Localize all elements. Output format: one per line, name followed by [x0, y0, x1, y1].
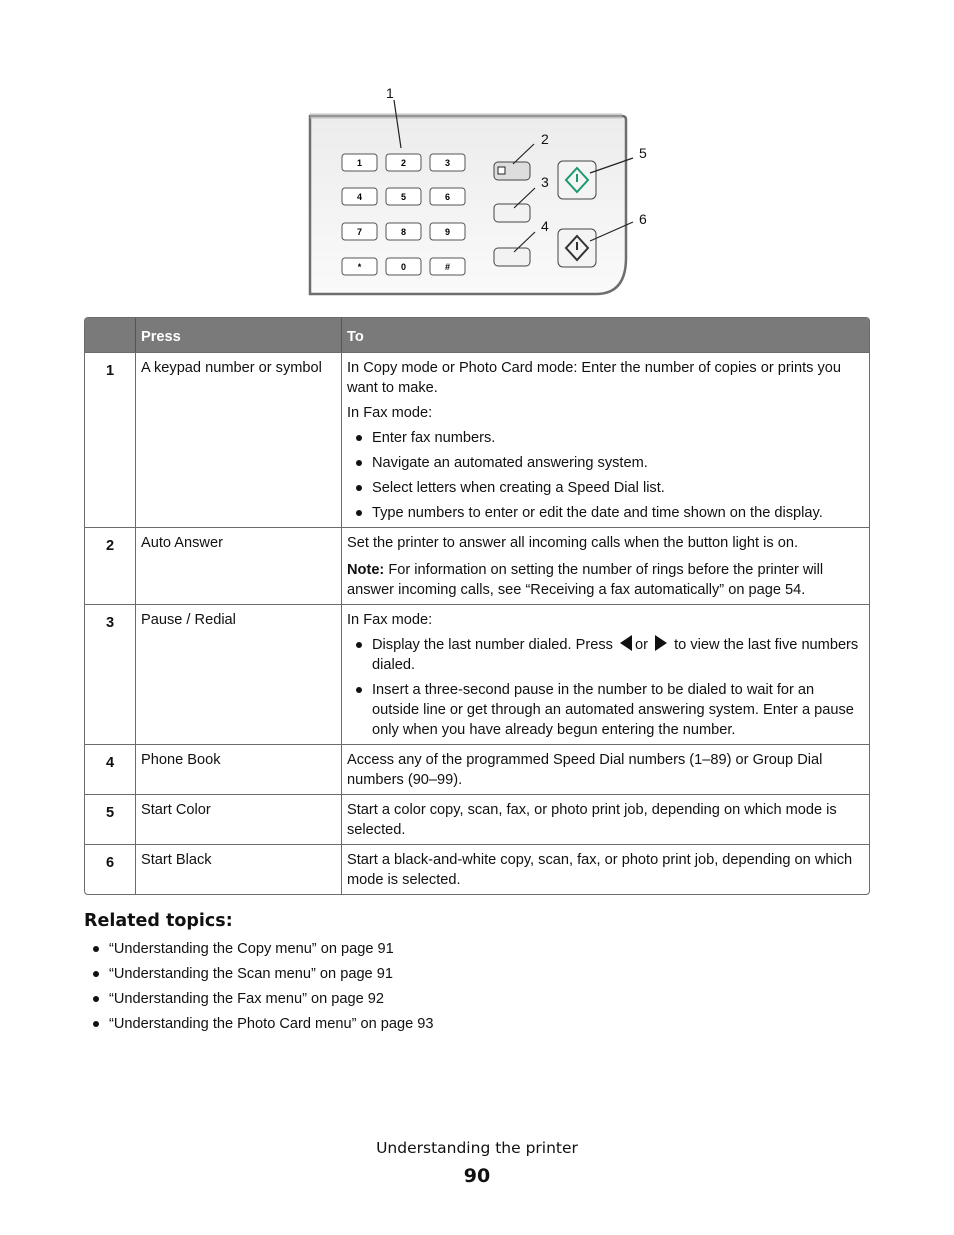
row-to — [341, 604, 869, 744]
bullet-text: or — [634, 637, 648, 653]
row-text: Set the printer to answer all incoming calls when the button light is on. — [347, 535, 799, 551]
key-label: 3 — [444, 158, 451, 168]
key-label: 1 — [356, 158, 363, 168]
callout-3: 3 — [541, 174, 549, 190]
left-arrow-icon — [620, 635, 632, 651]
key-label: 7 — [356, 227, 363, 237]
start-black-button — [558, 229, 596, 267]
key-label: 2 — [400, 158, 407, 168]
note-label: Note: — [347, 562, 385, 578]
key-label: 5 — [400, 192, 407, 202]
control-panel-figure — [300, 78, 660, 300]
right-arrow-icon — [655, 635, 667, 651]
row-number: 1 — [85, 352, 135, 527]
table-row — [85, 844, 869, 894]
row-text: In Copy mode or Photo Card mode: Enter the number of copies or prints you want to make. — [347, 360, 842, 396]
related-link[interactable]: “Understanding the Copy menu” on page 91 — [84, 939, 434, 964]
bullet-list — [347, 428, 864, 523]
key-1 — [342, 154, 377, 171]
bullet-text: to view the last five numbers dialed. — [372, 637, 859, 673]
related-link[interactable]: “Understanding the Photo Card menu” on page 93 — [84, 1014, 434, 1039]
footer-section-title: Understanding the printer — [376, 1139, 578, 1157]
key-label: 4 — [356, 192, 363, 202]
related-topics-title: Related topics: — [84, 911, 233, 931]
key-label: 0 — [400, 262, 407, 272]
key-8 — [386, 223, 421, 240]
note-text: For information on setting the number of rings before the printer will answer incoming calls, see “Receiving a fax automatically” on page 54. — [347, 562, 824, 598]
key-3 — [430, 154, 465, 171]
table-row — [85, 744, 869, 794]
related-link[interactable]: “Understanding the Fax menu” on page 92 — [84, 989, 434, 1014]
key-4 — [342, 188, 377, 205]
auto-answer-button — [494, 162, 530, 180]
row-press: A keypad number or symbol — [135, 352, 341, 527]
key-9 — [430, 223, 465, 240]
callout-5: 5 — [639, 145, 647, 161]
note-paragraph — [347, 560, 864, 600]
row-number: 4 — [85, 744, 135, 794]
key-5 — [386, 188, 421, 205]
row-press: Pause / Redial — [135, 604, 341, 744]
key-label: 8 — [400, 227, 407, 237]
row-number: 6 — [85, 844, 135, 894]
callout-6: 6 — [639, 211, 647, 227]
row-to — [341, 744, 869, 794]
list-item: Enter fax numbers. — [347, 428, 864, 448]
row-press: Auto Answer — [135, 527, 341, 604]
row-text: In Fax mode: — [347, 405, 433, 421]
list-item: Navigate an automated answering system. — [347, 453, 864, 473]
row-to — [341, 352, 869, 527]
list-item: Type numbers to enter or edit the date and time shown on the display. — [347, 503, 864, 523]
row-press: Start Black — [135, 844, 341, 894]
header-press: Press — [135, 318, 341, 352]
related-link[interactable]: “Understanding the Scan menu” on page 91 — [84, 964, 434, 989]
row-number: 3 — [85, 604, 135, 744]
phone-book-button — [494, 248, 530, 266]
row-press: Start Color — [135, 794, 341, 844]
page-number: 90 — [463, 1165, 491, 1187]
pause-redial-button — [494, 204, 530, 222]
key-label: 9 — [444, 227, 451, 237]
callout-1: 1 — [386, 85, 394, 101]
row-to — [341, 844, 869, 894]
key-hash — [430, 258, 465, 275]
key-6 — [430, 188, 465, 205]
row-to — [341, 794, 869, 844]
start-color-button — [558, 161, 596, 199]
table-row — [85, 794, 869, 844]
callout-2: 2 — [541, 131, 549, 147]
key-star — [342, 258, 377, 275]
header-to: To — [341, 318, 869, 352]
row-number: 2 — [85, 527, 135, 604]
row-number: 5 — [85, 794, 135, 844]
row-press: Phone Book — [135, 744, 341, 794]
related-topics-list — [84, 939, 434, 1039]
key-0 — [386, 258, 421, 275]
table-row — [85, 527, 869, 604]
list-item — [347, 635, 864, 675]
button-table — [84, 317, 870, 895]
row-text: In Fax mode: — [347, 612, 433, 628]
table-header-row — [85, 318, 869, 352]
bullet-text: Display the last number dialed. Press — [372, 637, 613, 653]
key-label: * — [357, 262, 362, 272]
key-label: # — [444, 262, 451, 272]
list-item: Select letters when creating a Speed Dial list. — [347, 478, 864, 498]
row-text: Access any of the programmed Speed Dial numbers (1–89) or Group Dial numbers (90–99). — [347, 752, 823, 788]
row-text: Start a black-and-white copy, scan, fax, or photo print job, depending on which mode is selected. — [347, 852, 853, 888]
key-2 — [386, 154, 421, 171]
table-row — [85, 352, 869, 527]
key-label: 6 — [444, 192, 451, 202]
bullet-list — [347, 635, 864, 740]
callout-4: 4 — [541, 218, 549, 234]
table-row — [85, 604, 869, 744]
row-to — [341, 527, 869, 604]
header-num — [85, 318, 135, 352]
key-7 — [342, 223, 377, 240]
list-item: Insert a three-second pause in the number to be dialed to wait for an outside line or get through an automated answering system. Enter a pause only when you have already begun entering the number. — [347, 680, 864, 740]
row-text: Start a color copy, scan, fax, or photo print job, depending on which mode is selected. — [347, 802, 837, 838]
